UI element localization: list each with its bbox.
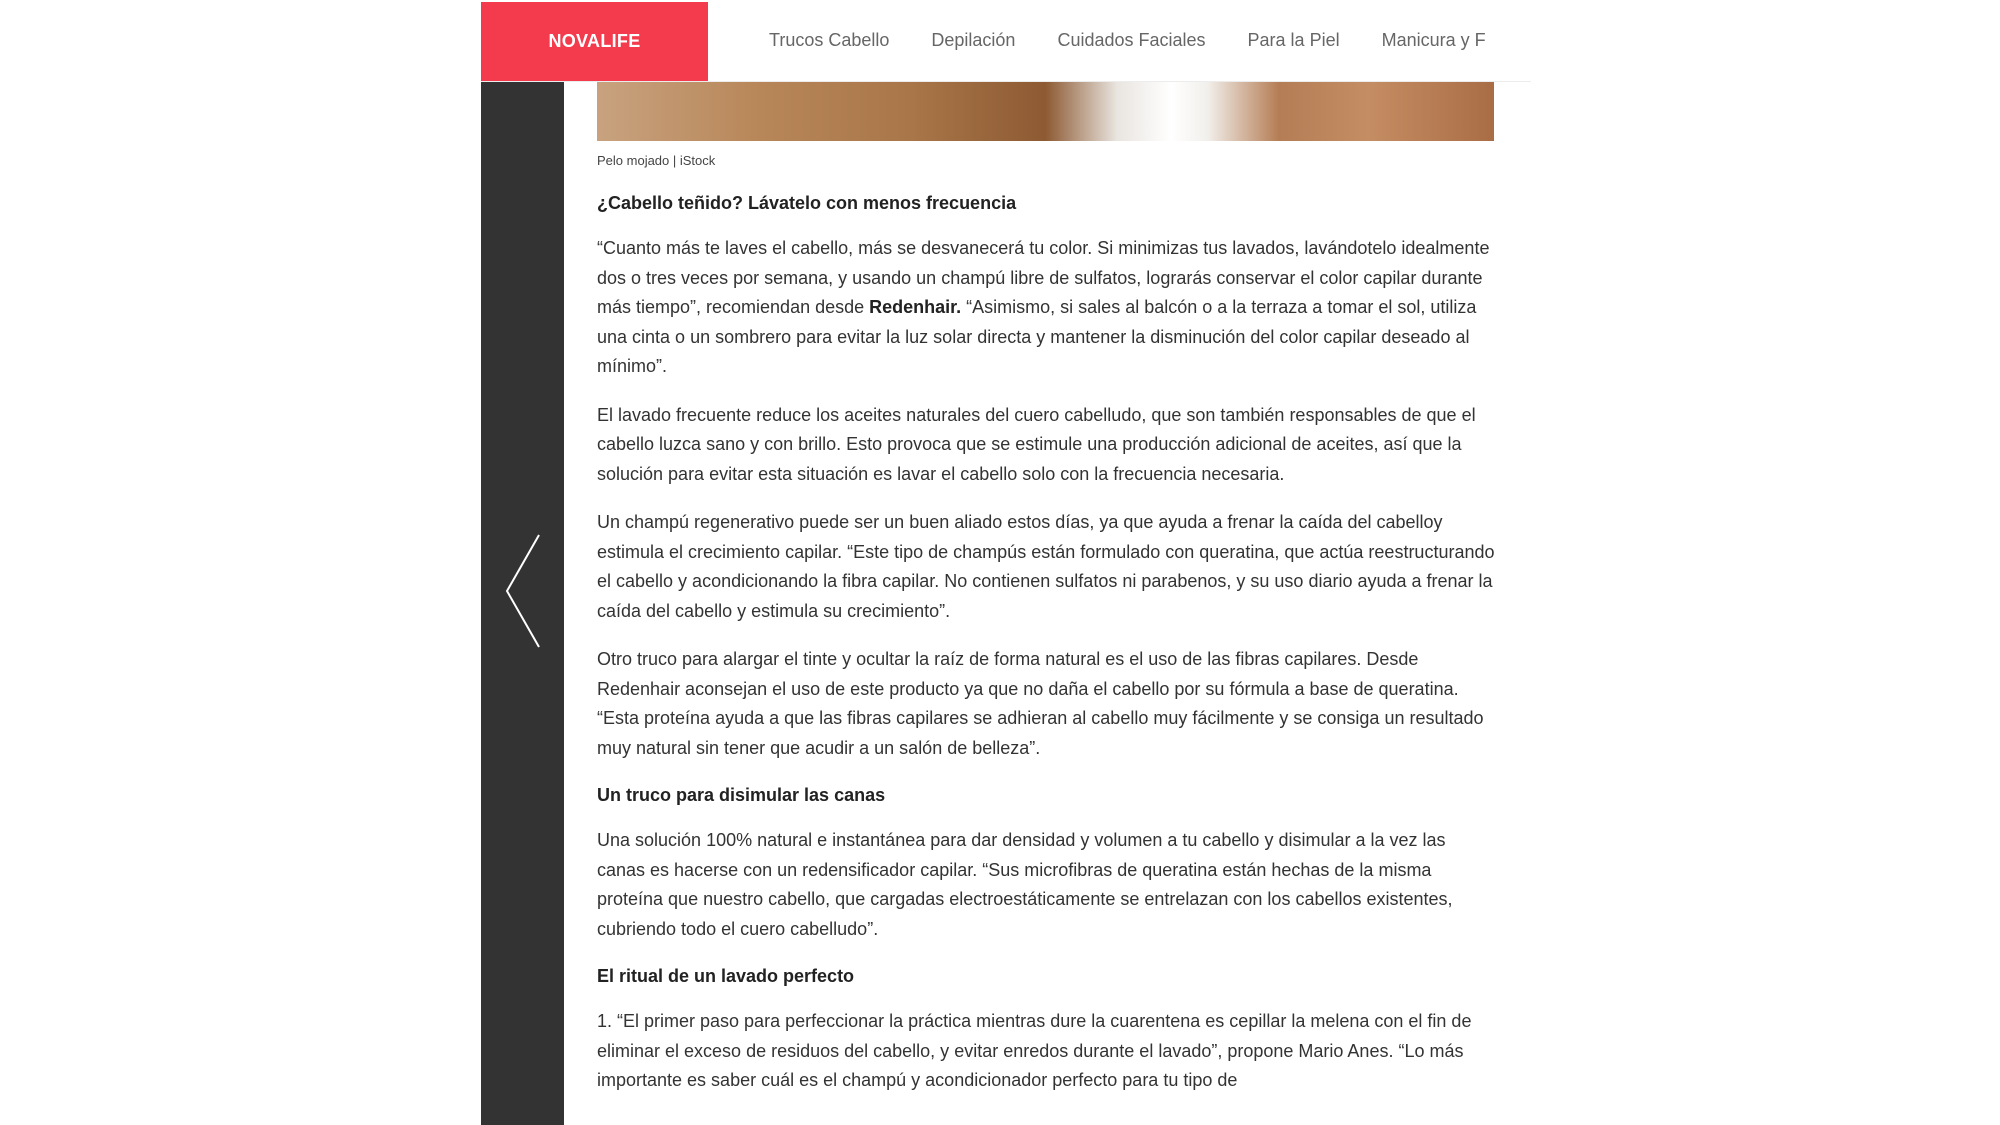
section-heading-ritual: El ritual de un lavado perfecto <box>597 966 855 986</box>
article-paragraph: Un champú regenerativo puede ser un buen aliado estos días, ya que ayuda a frenar la caída del cabelloy estimula el crecimiento capilar. “Este tipo de champús están formulado con queratina, que actúa reestructurando el cabello y acondicionando la fibra capilar. No contienen sulfatos ni parabenos, y su uso diario ayuda a frenar la caída del cabello y estimula su crecimiento”. <box>597 512 1495 621</box>
nav-item-depilacion[interactable]: Depilación <box>931 30 1016 50</box>
browser-page <box>481 0 1531 1125</box>
gallery-sidebar <box>481 81 564 1125</box>
nav-menu <box>769 0 1528 81</box>
article-paragraph: Una solución 100% natural e instantánea para dar densidad y volumen a tu cabello y disimular a la vez las canas es hacerse con un redensificador capilar. “Sus microfibras de queratina están hechas de la misma proteína que nuestro cabello, que cargadas electroestáticamente se entrelazan con los cabellos existentes, cubriendo todo el cuero cabelludo”. <box>597 830 1453 939</box>
section-heading-cabello-tenido: ¿Cabello teñido? Lávatelo con menos frecuencia <box>597 193 1017 213</box>
article-paragraph: El lavado frecuente reduce los aceites naturales del cuero cabelludo, que son también responsables de que el cabello luzca sano y con brillo. Esto provoca que se estimule una producción adicional de aceites, así que la solución para evitar esta situación es lavar el cabello solo con la frecuencia necesaria. <box>597 404 1476 484</box>
chevron-left-icon[interactable] <box>505 533 545 649</box>
site-logo[interactable]: NOVALIFE <box>481 2 708 81</box>
nav-item-trucos-cabello[interactable]: Trucos Cabello <box>769 30 890 50</box>
nav-item-manicura[interactable]: Manicura y F <box>1381 30 1486 50</box>
article-paragraph <box>597 234 1497 382</box>
article-paragraph: 1. “El primer paso para perfeccionar la práctica mientras dure la cuarentena es cepillar la melena con el fin de eliminar el exceso de residuos del cabello, y evitar enredos durante el lavado”, propone Mario Anes. “Lo más importante es saber cuál es el champú y acondicionador perfecto para tu tipo de <box>597 1011 1472 1090</box>
article-paragraph: Otro truco para alargar el tinte y ocultar la raíz de forma natural es el uso de las fibras capilares. Desde Redenhair aconsejan el uso de este producto ya que no daña el cabello por su fórmula a base de queratina. “Esta proteína ayuda a que las fibras capilares se adhieran al cabello muy fácilmente y se consiga un resultado muy natural sin tener que acudir a un salón de belleza”. <box>597 649 1484 758</box>
article-hero-image <box>597 81 1494 141</box>
paragraph-text: “Cuanto más te laves el cabello, más se desvanecerá tu color. Si minimizas tus lavados, lavándotelo idealmente dos o tres veces por semana, y usando un champú libre de sulfatos, lograrás conservar el color capilar durante más tiempo”, recomiendan desde <box>597 238 1490 317</box>
article-body <box>597 150 1497 1115</box>
top-navigation <box>481 0 1531 82</box>
image-caption: Pelo mojado | iStock <box>597 153 716 168</box>
nav-item-para-la-piel[interactable]: Para la Piel <box>1247 30 1340 50</box>
section-heading-canas: Un truco para disimular las canas <box>597 785 886 805</box>
paragraph-text: “Asimismo, si sales al balcón o a la terraza a tomar el sol, utiliza una cinta o un sombrero para evitar la luz solar directa y mantener la disminución del color capilar deseado al mínimo”. <box>597 297 1477 376</box>
nav-item-cuidados-faciales[interactable]: Cuidados Faciales <box>1057 30 1206 50</box>
brand-mention: Redenhair. <box>869 297 962 317</box>
